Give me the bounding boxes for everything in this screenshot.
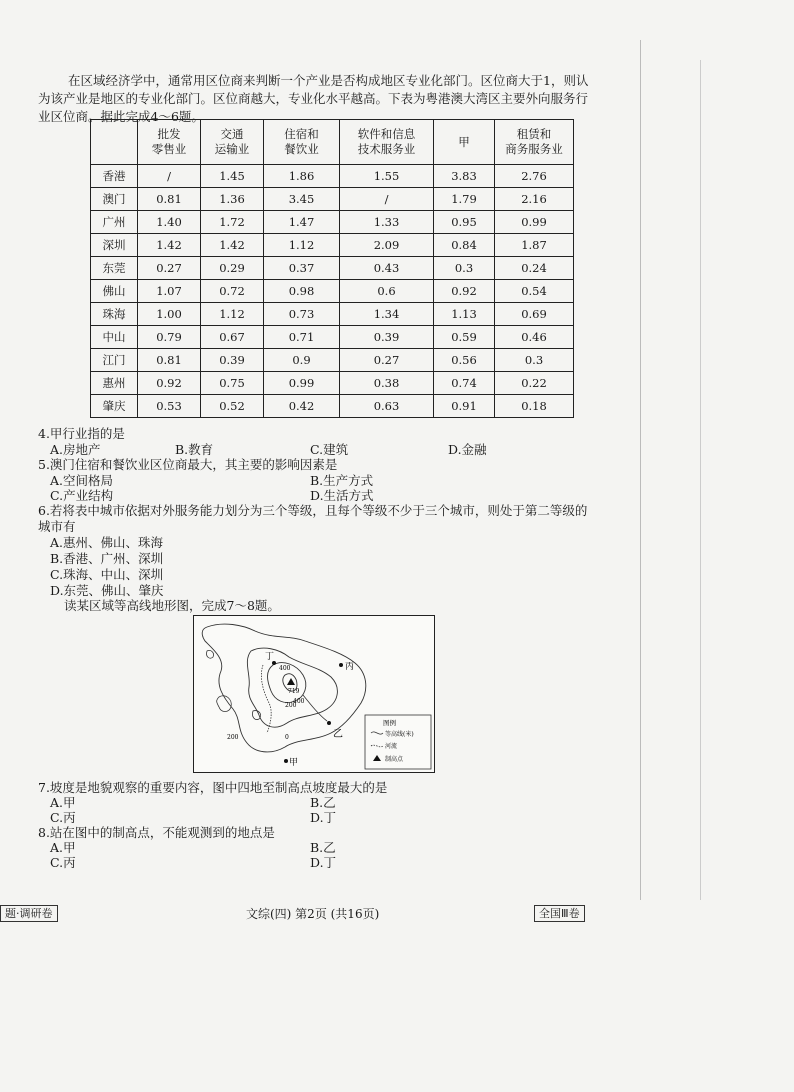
city-name-cell: 香港 (91, 165, 138, 188)
map-intro: 读某区域等高线地形图，完成7～8题。 (64, 598, 280, 613)
table-cell: 0.39 (340, 326, 434, 349)
table-cell: 1.45 (201, 165, 264, 188)
q4-option-c[interactable]: C.建筑 (310, 442, 349, 457)
table-row (91, 211, 574, 234)
table-row (91, 349, 574, 372)
table-cell: 0.52 (201, 395, 264, 418)
contour-map (193, 615, 435, 773)
table-cell: 0.73 (264, 303, 340, 326)
location-quotient-table (90, 119, 574, 418)
table-cell: 1.33 (340, 211, 434, 234)
table-row (91, 303, 574, 326)
binding-line (700, 60, 701, 900)
table-cell: 0.69 (495, 303, 574, 326)
table-cell: 0.92 (138, 372, 201, 395)
table-cell: 0.24 (495, 257, 574, 280)
q7-option-c[interactable]: C.丙 (50, 810, 76, 825)
intro-paragraph: 在区域经济学中，通常用区位商来判断一个产业是否构成地区专业化部门。区位商大于1，则认为该产业是地区的专业化部门。区位商越大，专业化水平越高。下表为粤港澳大湾区主要外向服务行业区位商。据此完成4～6题。 (38, 73, 589, 124)
table-cell: 0.6 (340, 280, 434, 303)
table-cell: 1.36 (201, 188, 264, 211)
q4-option-b[interactable]: B.教育 (175, 442, 214, 457)
question-6-stem: 6.若将表中城市依据对外服务能力划分为三个等级，且每个等级不少于三个城市，则处于第二等级的城市有 (38, 503, 588, 534)
table-cell: 0.92 (434, 280, 495, 303)
label-peak-elevation: 719 (288, 688, 300, 695)
table-cell: 0.3 (495, 349, 574, 372)
label-contour-200a: 200 (285, 702, 297, 709)
city-name-cell: 江门 (91, 349, 138, 372)
table-cell: 1.79 (434, 188, 495, 211)
table-cell: 2.16 (495, 188, 574, 211)
table-cell: 1.07 (138, 280, 201, 303)
footer-right-badge: 全国Ⅲ卷 (534, 905, 585, 922)
city-name-cell: 澳门 (91, 188, 138, 211)
table-row (91, 257, 574, 280)
label-contour-400a: 400 (279, 665, 291, 672)
binding-margin (640, 40, 679, 900)
table-cell: 0.71 (264, 326, 340, 349)
city-name-cell: 肇庆 (91, 395, 138, 418)
city-name-cell: 珠海 (91, 303, 138, 326)
table-cell: 0.63 (340, 395, 434, 418)
label-ding: 丁 (265, 652, 275, 662)
table-header-cell: 交通 运输业 (201, 120, 264, 165)
q7-option-d[interactable]: D.丁 (310, 810, 337, 825)
table-cell: 0.29 (201, 257, 264, 280)
legend-river-label: 河流 (385, 743, 398, 750)
table-cell: 0.56 (434, 349, 495, 372)
table-cell: 0.18 (495, 395, 574, 418)
table-cell: 1.12 (264, 234, 340, 257)
q8-option-c[interactable]: C.丙 (50, 855, 76, 870)
table-cell: 0.72 (201, 280, 264, 303)
table-cell: 0.27 (138, 257, 201, 280)
q4-option-a[interactable]: A.房地产 (50, 442, 101, 457)
table-row (91, 326, 574, 349)
table-cell: / (138, 165, 201, 188)
table-cell: 0.81 (138, 188, 201, 211)
legend-peak-label: 制高点 (385, 756, 404, 763)
question-7-stem: 7.坡度是地貌观察的重要内容，图中四地至制高点坡度最大的是 (38, 780, 388, 795)
table-cell: 0.99 (495, 211, 574, 234)
q7-option-b[interactable]: B.乙 (310, 795, 336, 810)
q5-option-a[interactable]: A.空间格局 (50, 473, 114, 488)
table-row (91, 372, 574, 395)
q8-option-b[interactable]: B.乙 (310, 840, 336, 855)
city-name-cell: 东莞 (91, 257, 138, 280)
table-cell: 1.34 (340, 303, 434, 326)
q6-option-a[interactable]: A.惠州、佛山、珠海 (50, 535, 164, 550)
table-cell: 0.22 (495, 372, 574, 395)
table-cell: 0.39 (201, 349, 264, 372)
table-row (91, 395, 574, 418)
city-name-cell: 中山 (91, 326, 138, 349)
table-cell: 0.99 (264, 372, 340, 395)
table-cell: 0.67 (201, 326, 264, 349)
table-row (91, 188, 574, 211)
point-bing-dot (339, 663, 343, 667)
table-cell: 0.84 (434, 234, 495, 257)
table-row (91, 234, 574, 257)
label-contour-0: 0 (285, 734, 289, 741)
legend-contour-label: 等高线(米) (385, 731, 414, 738)
point-yi-dot (327, 721, 331, 725)
label-bing: 丙 (345, 662, 355, 672)
label-contour-200b: 200 (227, 734, 239, 741)
footer-page-number: 文综(四) 第2页 (共16页) (246, 907, 380, 921)
table-cell: 2.09 (340, 234, 434, 257)
point-jia-dot (284, 759, 288, 763)
table-cell: 0.9 (264, 349, 340, 372)
table-cell: 1.55 (340, 165, 434, 188)
table-header-cell: 甲 (434, 120, 495, 165)
table-cell: 0.46 (495, 326, 574, 349)
table-header-row (91, 120, 574, 165)
table-cell: 1.00 (138, 303, 201, 326)
table-cell: 0.54 (495, 280, 574, 303)
table-header-cell: 租赁和 商务服务业 (495, 120, 574, 165)
q8-option-a[interactable]: A.甲 (50, 840, 76, 855)
table-cell: 1.47 (264, 211, 340, 234)
table-cell: 0.59 (434, 326, 495, 349)
city-name-cell: 惠州 (91, 372, 138, 395)
q4-option-d[interactable]: D.金融 (448, 442, 487, 457)
label-jia: 甲 (289, 758, 299, 768)
table-cell: 0.81 (138, 349, 201, 372)
table-cell: 1.42 (201, 234, 264, 257)
table-cell: 3.83 (434, 165, 495, 188)
q5-option-b[interactable]: B.生产方式 (310, 473, 374, 488)
table-cell: 0.91 (434, 395, 495, 418)
table-corner-cell (91, 120, 138, 165)
table-cell: 0.27 (340, 349, 434, 372)
q6-option-d[interactable]: D.东莞、佛山、肇庆 (50, 583, 164, 598)
table-cell: 0.74 (434, 372, 495, 395)
table-cell: 2.76 (495, 165, 574, 188)
q5-option-d[interactable]: D.生活方式 (310, 488, 374, 503)
question-5-stem: 5.澳门住宿和餐饮业区位商最大，其主要的影响因素是 (38, 457, 338, 472)
table-cell: 0.43 (340, 257, 434, 280)
q8-option-d[interactable]: D.丁 (310, 855, 337, 870)
table-header-cell: 住宿和 餐饮业 (264, 120, 340, 165)
table-cell: 0.38 (340, 372, 434, 395)
table-cell: / (340, 188, 434, 211)
q6-option-c[interactable]: C.珠海、中山、深圳 (50, 567, 164, 582)
table-cell: 0.53 (138, 395, 201, 418)
table-cell: 1.13 (434, 303, 495, 326)
table-cell: 0.79 (138, 326, 201, 349)
table-row (91, 280, 574, 303)
q6-option-b[interactable]: B.香港、广州、深圳 (50, 551, 164, 566)
table-cell: 1.40 (138, 211, 201, 234)
table-cell: 0.95 (434, 211, 495, 234)
table-cell: 0.42 (264, 395, 340, 418)
table-cell: 1.12 (201, 303, 264, 326)
table-header-cell: 批发 零售业 (138, 120, 201, 165)
question-8-stem: 8.站在图中的制高点，不能观测到的地点是 (38, 825, 275, 840)
table-header-cell: 软件和信息 技术服务业 (340, 120, 434, 165)
table-cell: 1.72 (201, 211, 264, 234)
table-cell: 1.86 (264, 165, 340, 188)
table-cell: 1.87 (495, 234, 574, 257)
table-row (91, 165, 574, 188)
q7-option-a[interactable]: A.甲 (50, 795, 76, 810)
legend-title: 图例 (383, 719, 396, 727)
label-contour-400b: 400 (293, 698, 305, 705)
question-4-stem: 4.甲行业指的是 (38, 426, 125, 441)
table-cell: 3.45 (264, 188, 340, 211)
table-cell: 0.75 (201, 372, 264, 395)
table-cell: 0.98 (264, 280, 340, 303)
table-cell: 0.37 (264, 257, 340, 280)
footer-left-badge: 题·调研卷 (0, 905, 58, 922)
city-name-cell: 佛山 (91, 280, 138, 303)
q5-option-c[interactable]: C.产业结构 (50, 488, 114, 503)
table-cell: 1.42 (138, 234, 201, 257)
label-yi: 乙 (333, 729, 343, 740)
city-name-cell: 深圳 (91, 234, 138, 257)
city-name-cell: 广州 (91, 211, 138, 234)
table-cell: 0.3 (434, 257, 495, 280)
